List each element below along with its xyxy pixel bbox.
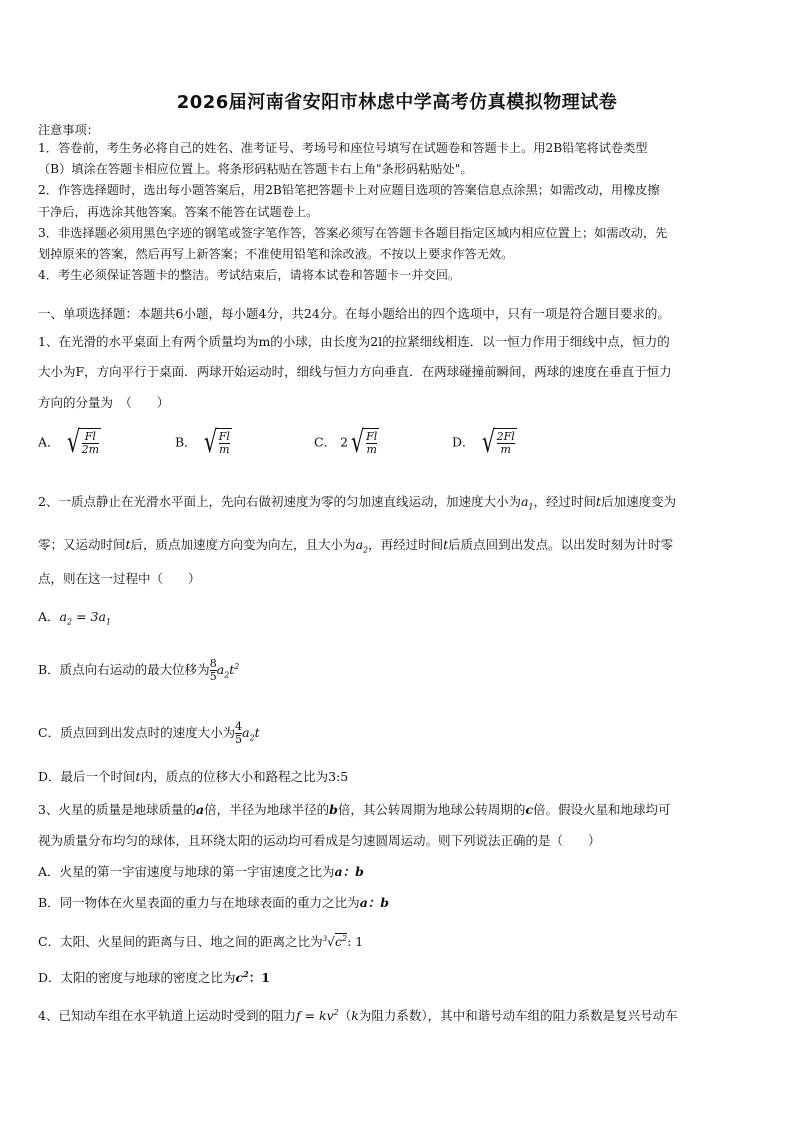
fraction-numerator: 2Fl <box>496 430 515 443</box>
fraction-denominator: 2m <box>81 443 100 456</box>
notes-line: 划掉原来的答案，然后再写上新答案；不准使用铅笔和涂改液。不按以上要求作答无效。 <box>38 247 514 261</box>
math-expression: $a_2t^2$ <box>216 662 240 680</box>
var-c: c <box>525 802 533 817</box>
var-a: a <box>195 802 205 817</box>
sqrt-expression: √ $\frac{Fl}{m}$ <box>350 425 378 460</box>
option-label: C． <box>314 434 337 450</box>
q3-stem-line <box>38 801 760 819</box>
sqrt-expression: √ $\frac{Fl}{2m}$ <box>66 425 100 460</box>
text-span: 倍，半径为地球半径的 <box>204 802 330 817</box>
math-t: t <box>443 537 449 552</box>
ratio: a：b <box>334 864 364 879</box>
q4-stem-line <box>38 1004 760 1025</box>
fraction-numerator: Fl <box>218 430 230 443</box>
option-label: A． <box>38 434 60 450</box>
fraction-denominator: m <box>497 443 515 456</box>
fraction-denominator: m <box>366 443 377 456</box>
text-span: C．质点回到出发点时的速度大小为 <box>38 725 236 740</box>
q2-stem-line <box>38 493 760 517</box>
text-span: ，再经过时间 <box>368 537 444 552</box>
fraction-numerator: Fl <box>84 430 96 443</box>
text-span: 3、火星的质量是地球质量的 <box>38 802 196 817</box>
q1-stem-line: 大小为F，方向平行于桌面．两球开始运动时，细线与恒力方向垂直．在两球碰撞前瞬间，两球的速度在垂直于恒力 <box>38 364 672 379</box>
fraction-denominator: 5 <box>209 670 217 684</box>
notes-line: 3．非选择题必须用黑色字迹的钢笔或签字笔作答，答案必须写在答题卡各题目指定区域内相应位置上；如需改动，先 <box>38 226 668 240</box>
fraction-numerator: 4 <box>235 720 243 733</box>
notes-line: 1．答卷前，考生务必将自己的姓名、准考证号、考场号和座位号填写在试题卷和答题卡上。用2B铅笔将试卷类型 <box>38 141 648 155</box>
q2-stem-line: 点，则在这一过程中（ ） <box>38 571 201 586</box>
equation: $f = kv^2$ <box>295 1008 339 1024</box>
page-title: 2026届河南省安阳市林虑中学高考仿真模拟物理试卷 <box>176 92 618 113</box>
ratio: a：b <box>359 895 390 910</box>
coefficient: 2 <box>340 434 349 450</box>
notes-line: 干净后，再选涂其他答案。答案不能答在试题卷上。 <box>38 205 319 219</box>
q2-option-b[interactable] <box>38 658 760 685</box>
q1-option-b[interactable] <box>175 425 232 460</box>
q1-stem-line: 方向的分量为 （ ） <box>38 395 170 410</box>
text-span: 后质点回到出发点。以出发时刻为计时零 <box>448 537 674 552</box>
q3-option-d[interactable] <box>38 965 760 987</box>
fraction-numerator: 8 <box>209 657 217 671</box>
text-span: B．同一物体在火星表面的重力与在地球表面的重力之比为 <box>38 895 360 910</box>
q2-option-a[interactable] <box>38 608 760 632</box>
math-t: t <box>125 537 131 552</box>
text-span: A．火星的第一宇宙速度与地球的第一宇宙速度之比为 <box>38 864 335 879</box>
section-heading: 一、单项选择题：本题共6小题，每小题4分，共24分。在每小题给出的四个选项中，只有一项是符合题目要求的。 <box>38 306 670 321</box>
q2-stem-line <box>38 536 760 560</box>
text-span: 4、已知动车组在水平轨道上运动时受到的阻力 <box>38 1008 296 1024</box>
q3-stem-line: 视为质量分布均匀的球体，且环绕太阳的运动均可看成是匀速圆周运动。则下列说法正确的是（ ） <box>38 833 601 848</box>
equation: $a_2 = 3a_1$ <box>59 609 111 627</box>
text-span: D．太阳的密度与地球的密度之比为 <box>38 970 236 986</box>
notes-heading: 注意事项： <box>38 123 99 137</box>
text-span: 倍。假设火星和地球均可 <box>532 802 671 817</box>
q1-stem-line: 1、在光滑的水平桌面上有两个质量均为m的小球，由长度为2l的拉紧细线相连．以一恒力作用于细线中点，恒力的 <box>38 334 670 349</box>
fraction-denominator: m <box>219 443 230 456</box>
text-span: ，经过时间 <box>533 494 597 509</box>
var-k: k <box>351 1008 359 1024</box>
ratio: ：1 <box>248 970 270 986</box>
option-label: D． <box>452 434 475 450</box>
q1-option-a[interactable] <box>38 425 101 460</box>
ratio: : 1 <box>347 934 364 950</box>
text-span: D．最后一个时间 <box>38 769 136 784</box>
sqrt-expression: √ $\frac{2Fl}{m}$ <box>481 425 515 460</box>
math-t: t <box>596 494 602 509</box>
math-a2: $a_2$ <box>355 537 369 555</box>
notes-line: （B）填涂在答题卡相应位置上。将条形码粘贴在答题卡右上角"条形码粘贴处"。 <box>38 162 473 176</box>
text-span: 内，质点的位移大小和路程之比为3:5 <box>140 769 349 784</box>
q1-option-d[interactable] <box>452 425 517 460</box>
q3-option-c[interactable] <box>38 930 760 951</box>
q1-option-c[interactable] <box>314 425 379 460</box>
text-span: 倍，其公转周期为地球公转周期的 <box>337 802 526 817</box>
option-label: A． <box>38 609 60 624</box>
sqrt-expression: √ $\frac{Fl}{m}$ <box>203 425 230 460</box>
text-span: 后，质点加速度方向变为向左，且大小为 <box>130 537 356 552</box>
q2-option-c[interactable] <box>38 721 760 748</box>
var-b: b <box>329 802 338 817</box>
text-span: B．质点向右运动的最大位移为 <box>38 662 210 678</box>
text-span: 后加速度变为 <box>601 494 677 509</box>
text-span: 零；又运动时间 <box>38 537 126 552</box>
q3-option-b[interactable] <box>38 894 760 912</box>
math-t: t <box>135 769 141 784</box>
text-span: （ <box>338 1008 352 1024</box>
math-a1: $a_1$ <box>520 494 534 512</box>
q2-option-d[interactable] <box>38 768 760 786</box>
option-label: B． <box>175 434 197 450</box>
text-span: 为阻力系数），其中和谐号动车组的阻力系数是复兴号动车 <box>358 1008 678 1024</box>
fraction <box>210 658 217 683</box>
notes-line: 2．作答选择题时，选出每小题答案后，用2B铅笔把答题卡上对应题目选项的答案信息点涂黑；如需改动，用橡皮擦 <box>38 183 660 197</box>
fraction-numerator: Fl <box>366 430 378 443</box>
notes-line: 4．考生必须保证答题卡的整洁。考试结束后，请将本试卷和答题卡一并交回。 <box>38 268 461 282</box>
math-c2: $c^2$ <box>235 969 249 986</box>
fraction-denominator: 5 <box>235 733 243 746</box>
cube-root-expression: $^3√c^2$ <box>322 934 348 950</box>
text-span: C．太阳、火星间的距离与日、地之间的距离之比为 <box>38 934 323 950</box>
math-expression: $a_2t$ <box>242 725 260 743</box>
q3-option-a[interactable] <box>38 863 760 881</box>
text-span: 2、一质点静止在光滑水平面上，先向右做初速度为零的匀加速直线运动，加速度大小为 <box>38 494 521 509</box>
